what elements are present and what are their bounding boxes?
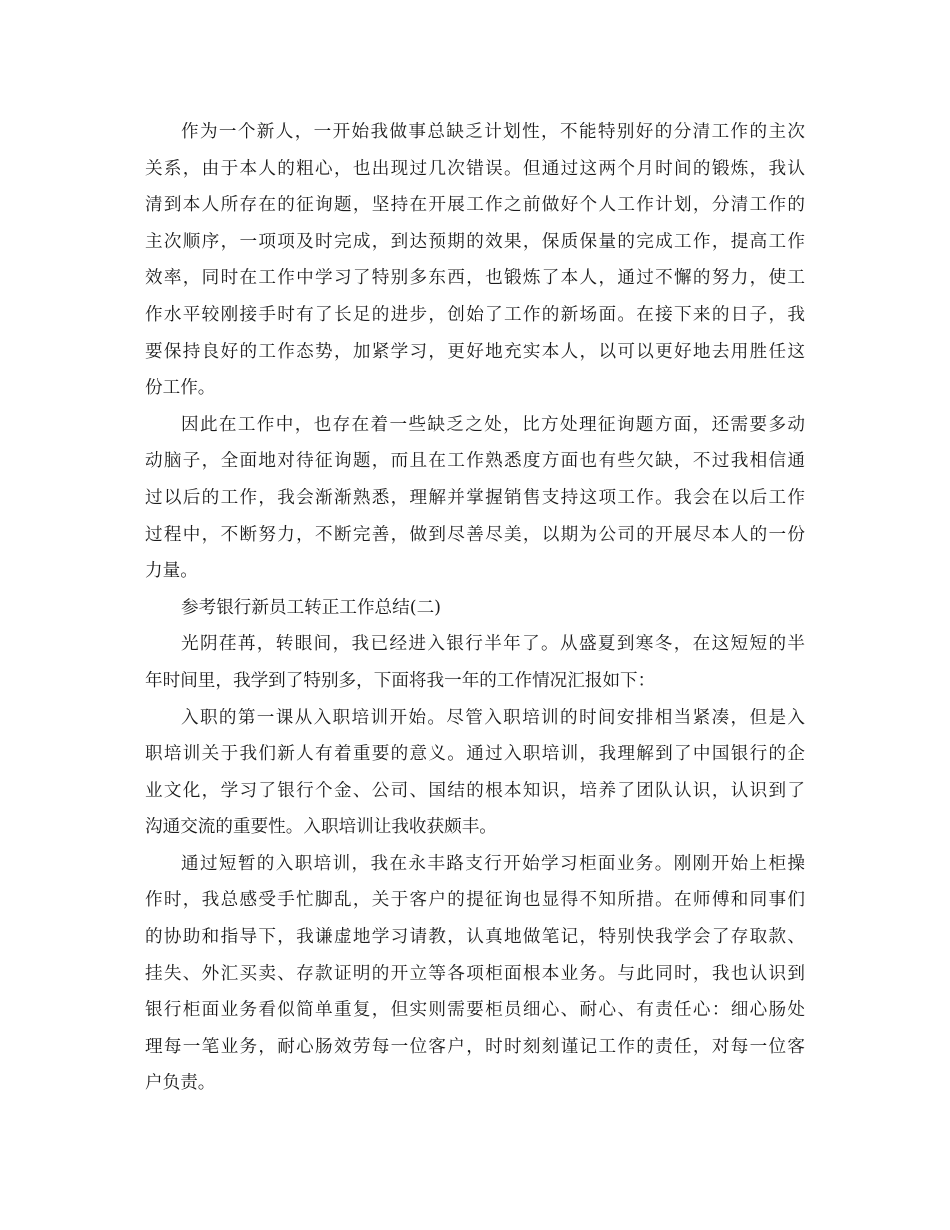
paragraph-2 [145,407,805,590]
paragraph-line: 入职的第一课从入职培训开始。尽管入职培训的时间安排相当紧凑，但是入 [181,707,805,728]
paragraph-line: 通过短暂的入职培训，我在永丰路支行开始学习柜面业务。刚刚开始上柜操 [181,853,805,874]
paragraph-line: 要保持良好的工作态势，加紧学习，更好地充实本人，以可以更好地去用胜任这 [145,341,805,362]
paragraph-line: 户负责。 [145,1073,216,1094]
paragraph-line: 过程中，不断努力，不断完善，做到尽善尽美，以期为公司的开展尽本人的一份 [145,524,805,545]
paragraph-line: 光阴荏苒，转眼间，我已经进入银行半年了。从盛夏到寒冬，在这短短的半 [181,634,805,655]
paragraph-line: 年时间里，我学到了特别多，下面将我一年的工作情况汇报如下： [145,670,656,691]
paragraph-line: 的协助和指导下，我谦虚地学习请教，认真地做笔记，特别快我学会了存取款、 [145,927,805,948]
paragraph-line: 作为一个新人，一开始我做事总缺乏计划性，不能特别好的分清工作的主次 [181,122,805,142]
paragraph-line: 挂失、外汇买卖、存款证明的开立等各项柜面根本业务。与此同时，我也认识到 [145,963,805,984]
paragraph-line: 关系，由于本人的粗心，也出现过几次错误。但通过这两个月时间的锻炼，我认 [145,158,805,179]
paragraph-5 [145,846,805,1102]
paragraph-line: 份工作。 [145,378,216,399]
paragraph-line: 过以后的工作，我会渐渐熟悉，理解并掌握销售支持这项工作。我会在以后工作 [145,487,805,508]
paragraph-line: 理每一笔业务，耐心肠效劳每一位客户，时时刻刻谨记工作的责任，对每一位客 [145,1036,805,1057]
section-heading: 参考银行新员工转正工作总结(二) [181,597,442,618]
paragraph-line: 职培训关于我们新人有着重要的意义。通过入职培训，我理解到了中国银行的企 [145,744,805,765]
paragraph-line: 业文化，学习了银行个金、公司、国结的根本知识，培养了团队认识，认识到了 [145,780,805,801]
paragraph-line: 沟通交流的重要性。入职培训让我收获颇丰。 [145,817,497,838]
paragraph-line: 主次顺序，一项项及时完成，到达预期的效果，保质保量的完成工作，提高工作 [145,231,805,252]
paragraph-line: 作时，我总感受手忙脚乱，关于客户的提征询也显得不知所措。在师傅和同事们 [145,890,805,911]
paragraph-line: 力量。 [145,561,198,582]
paragraph-3 [145,626,805,699]
paragraph-line: 因此在工作中，也存在着一些缺乏之处，比方处理征询题方面，还需要多动 [181,414,805,435]
paragraph-line: 效率，同时在工作中学习了特别多东西，也锻炼了本人，通过不懈的努力，使工 [145,268,805,289]
paragraph-1 [145,114,805,407]
paragraph-line: 作水平较刚接手时有了长足的进步，创始了工作的新场面。在接下来的日子，我 [145,304,805,325]
paragraph-4 [145,700,805,846]
document-page [145,114,805,1102]
paragraph-line: 清到本人所存在的征询题，坚持在开展工作之前做好个人工作计划，分清工作的 [145,195,805,216]
paragraph-line: 动脑子，全面地对待征询题，而且在工作熟悉度方面也有些欠缺，不过我相信通 [145,451,805,472]
paragraph-line: 银行柜面业务看似简单重复，但实则需要柜员细心、耐心、有责任心：细心肠处 [145,1000,805,1021]
